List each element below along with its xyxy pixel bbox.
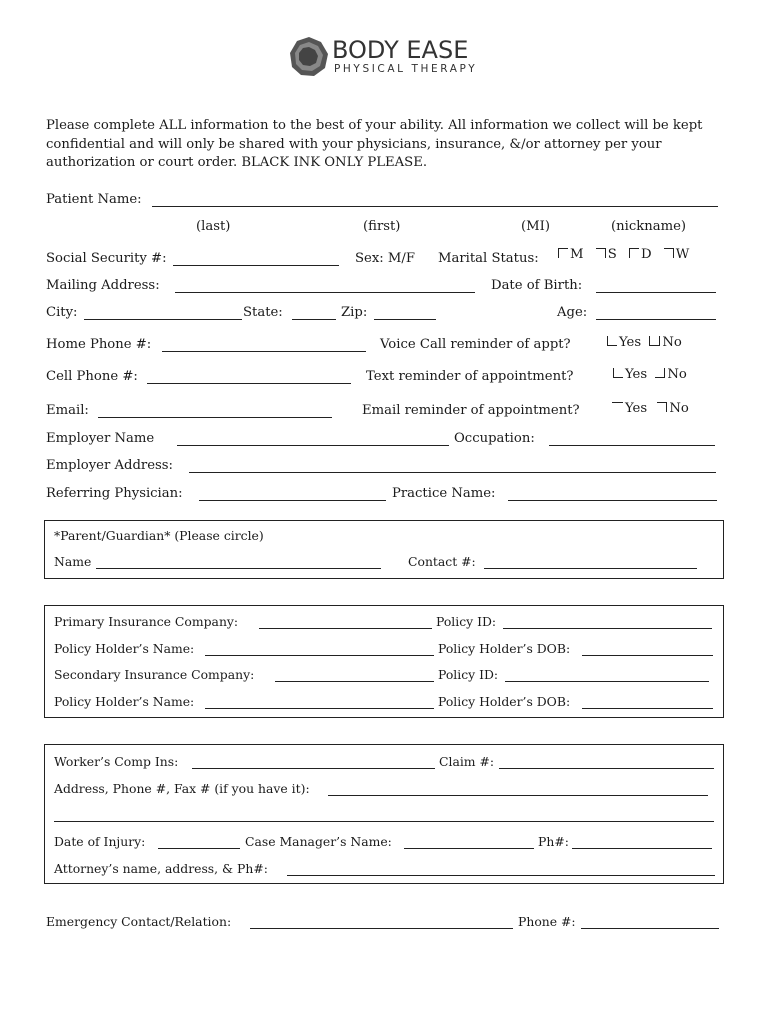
primary-holder-dob-field[interactable] <box>582 655 713 656</box>
marital-s-checkbox[interactable] <box>596 248 606 258</box>
marital-options <box>558 247 689 262</box>
ssn-field[interactable] <box>173 265 339 266</box>
workers-comp-ins-field[interactable] <box>192 768 435 769</box>
primary-policy-id-field[interactable] <box>503 628 712 629</box>
primary-insurance-label: Primary Insurance Company: <box>54 614 239 629</box>
wc-address-field-2[interactable] <box>54 821 714 822</box>
wc-address-label: Address, Phone #, Fax # (if you have it): <box>54 781 310 796</box>
cell-phone-label: Cell Phone #: <box>46 369 138 384</box>
guardian-title: *Parent/Guardian* (Please circle) <box>54 528 264 543</box>
state-label: State: <box>243 305 283 320</box>
email-yes-checkbox[interactable] <box>612 402 623 412</box>
injury-date-label: Date of Injury: <box>54 834 146 849</box>
guardian-contact-label: Contact #: <box>408 554 476 569</box>
primary-holder-name-field[interactable] <box>205 655 434 656</box>
email-yes-label: Yes <box>625 401 648 416</box>
logo-emblem-icon <box>288 36 330 78</box>
guardian-name-field[interactable] <box>96 568 381 569</box>
marital-d-label: D <box>640 247 652 262</box>
case-manager-label: Case Manager’s Name: <box>245 834 392 849</box>
sex-label: Sex: M/F <box>355 251 416 266</box>
sub-nickname: (nickname) <box>611 219 687 234</box>
emergency-phone-label: Phone #: <box>518 914 576 929</box>
marital-w-label: W <box>675 247 690 262</box>
claim-field[interactable] <box>499 768 714 769</box>
email-reminder-options <box>612 401 689 416</box>
practice-field[interactable] <box>508 500 717 501</box>
secondary-insurance-label: Secondary Insurance Company: <box>54 667 255 682</box>
sub-last: (last) <box>196 219 231 234</box>
email-reminder-label: Email reminder of appointment? <box>362 403 580 418</box>
employer-field[interactable] <box>177 445 449 446</box>
emergency-contact-field[interactable] <box>250 928 513 929</box>
claim-label: Claim #: <box>439 754 495 769</box>
referring-label: Referring Physician: <box>46 486 183 501</box>
wc-address-field[interactable] <box>328 795 708 796</box>
voice-yes-label: Yes <box>619 335 642 350</box>
text-reminder-options <box>613 367 687 382</box>
age-field[interactable] <box>596 319 716 320</box>
text-yes-label: Yes <box>625 367 648 382</box>
sub-mi: (MI) <box>521 219 551 234</box>
voice-reminder-options <box>607 335 682 350</box>
secondary-policy-id-field[interactable] <box>505 681 709 682</box>
cell-phone-field[interactable] <box>147 383 351 384</box>
logo-name: BODY EASE <box>332 36 469 64</box>
zip-field[interactable] <box>374 319 436 320</box>
mailing-field[interactable] <box>175 292 475 293</box>
home-phone-field[interactable] <box>162 351 366 352</box>
secondary-policy-id-label: Policy ID: <box>438 667 499 682</box>
state-field[interactable] <box>292 319 336 320</box>
city-label: City: <box>46 305 78 320</box>
intro-text: Please complete ALL information to the best of your ability. All information we collect will be kept confidential and will only be shared with your physicians, insurance, &/or attorney per your authorization or court order. BLACK INK ONLY PLEASE. <box>46 118 703 170</box>
marital-w-checkbox[interactable] <box>664 248 674 258</box>
voice-no-label: No <box>662 335 682 350</box>
marital-label: Marital Status: <box>438 251 539 266</box>
voice-reminder-label: Voice Call reminder of appt? <box>380 337 571 352</box>
dob-field[interactable] <box>596 292 716 293</box>
primary-holder-dob-label: Policy Holder’s DOB: <box>438 641 571 656</box>
secondary-holder-dob-field[interactable] <box>582 708 713 709</box>
zip-label: Zip: <box>341 305 368 320</box>
emergency-phone-field[interactable] <box>581 928 719 929</box>
marital-m-label: M <box>570 247 584 262</box>
voice-no-checkbox[interactable] <box>649 336 660 346</box>
home-phone-label: Home Phone #: <box>46 337 152 352</box>
email-field[interactable] <box>98 417 332 418</box>
voice-yes-checkbox[interactable] <box>607 336 617 346</box>
text-no-checkbox[interactable] <box>655 368 665 378</box>
primary-policy-id-label: Policy ID: <box>436 614 497 629</box>
secondary-holder-name-label: Policy Holder’s Name: <box>54 694 195 709</box>
age-label: Age: <box>557 305 588 320</box>
case-manager-ph-field[interactable] <box>572 848 712 849</box>
logo-tagline: PHYSICAL THERAPY <box>334 63 478 75</box>
secondary-insurance-field[interactable] <box>275 681 434 682</box>
patient-name-label: Patient Name: <box>46 192 142 207</box>
city-field[interactable] <box>84 319 242 320</box>
guardian-contact-field[interactable] <box>484 568 697 569</box>
secondary-holder-dob-label: Policy Holder’s DOB: <box>438 694 571 709</box>
employer-address-label: Employer Address: <box>46 458 173 473</box>
attorney-field[interactable] <box>287 875 715 876</box>
primary-holder-name-label: Policy Holder’s Name: <box>54 641 195 656</box>
employer-label: Employer Name <box>46 431 155 446</box>
employer-address-field[interactable] <box>189 472 716 473</box>
marital-s-label: S <box>607 247 617 262</box>
marital-d-checkbox[interactable] <box>629 248 639 258</box>
injury-date-field[interactable] <box>158 848 240 849</box>
dob-label: Date of Birth: <box>491 278 583 293</box>
marital-m-checkbox[interactable] <box>558 248 568 258</box>
occupation-label: Occupation: <box>454 431 535 446</box>
patient-name-field[interactable] <box>152 206 718 207</box>
mailing-label: Mailing Address: <box>46 278 160 293</box>
referring-field[interactable] <box>199 500 386 501</box>
case-manager-field[interactable] <box>404 848 534 849</box>
text-reminder-label: Text reminder of appointment? <box>366 369 574 384</box>
sub-first: (first) <box>363 219 401 234</box>
email-label: Email: <box>46 403 89 418</box>
primary-insurance-field[interactable] <box>259 628 432 629</box>
text-no-label: No <box>667 367 687 382</box>
workers-comp-ins-label: Worker’s Comp Ins: <box>54 754 179 769</box>
text-yes-checkbox[interactable] <box>613 368 623 378</box>
email-no-checkbox[interactable] <box>657 402 667 412</box>
guardian-name-label: Name <box>54 554 92 569</box>
secondary-holder-name-field[interactable] <box>205 708 434 709</box>
case-manager-ph-label: Ph#: <box>538 834 569 849</box>
practice-label: Practice Name: <box>392 486 496 501</box>
emergency-contact-label: Emergency Contact/Relation: <box>46 914 232 929</box>
logo <box>288 36 488 80</box>
occupation-field[interactable] <box>549 445 715 446</box>
email-no-label: No <box>669 401 689 416</box>
attorney-label: Attorney’s name, address, & Ph#: <box>54 861 268 876</box>
ssn-label: Social Security #: <box>46 251 167 266</box>
